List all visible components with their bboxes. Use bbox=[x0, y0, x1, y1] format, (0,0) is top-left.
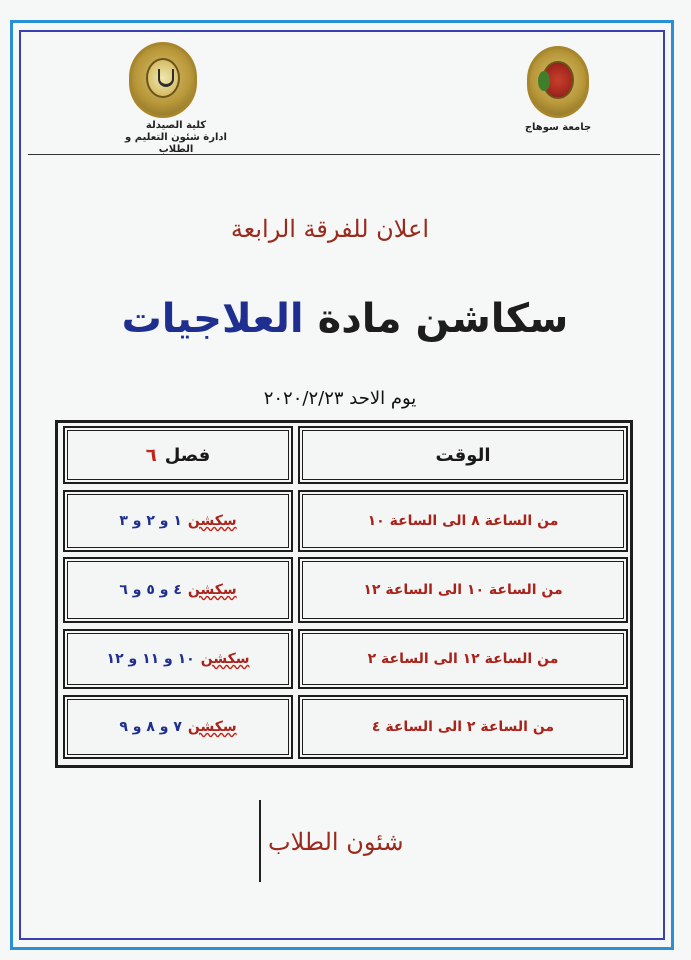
schedule-table bbox=[55, 420, 633, 768]
section-word: سكشن bbox=[187, 513, 237, 529]
table-row-3-sections bbox=[63, 629, 293, 689]
signature: شئون الطلاب bbox=[268, 828, 404, 856]
header-divider bbox=[28, 154, 660, 155]
table-row-1-sections bbox=[63, 490, 293, 552]
sohag-university-logo bbox=[527, 46, 589, 118]
section-word: سكشن bbox=[187, 582, 237, 598]
section-numbers: ١ و ٢ و ٣ bbox=[119, 513, 182, 529]
announcement-date: يوم الاحد ٢٠٢٠/٢/٢٣ bbox=[263, 388, 417, 409]
faculty-name bbox=[120, 120, 232, 156]
section-numbers: ٤ و ٥ و ٦ bbox=[119, 582, 182, 598]
announcement-subtitle: اعلان للفرقة الرابعة bbox=[230, 215, 430, 243]
table-row-2-time: من الساعة ١٠ الى الساعة ١٢ bbox=[298, 557, 628, 623]
section-word: سكشن bbox=[187, 719, 237, 735]
faculty-of-pharmacy-logo bbox=[129, 42, 197, 118]
header-time bbox=[298, 426, 628, 484]
table-row-1-time: من الساعة ٨ الى الساعة ١٠ bbox=[298, 490, 628, 552]
announcement-title bbox=[100, 296, 590, 342]
faculty-line-2: ادارة شئون التعليم و الطلاب bbox=[125, 132, 227, 155]
header-class-number: ٦ bbox=[145, 444, 157, 466]
header-class-label: فصل bbox=[164, 444, 211, 466]
table-row-3-time: من الساعة ١٢ الى الساعة ٢ bbox=[298, 629, 628, 689]
faculty-line-1: كلية الصيدلة bbox=[145, 120, 207, 131]
signature-bar bbox=[259, 800, 261, 882]
table-row-4-sections bbox=[63, 695, 293, 759]
section-numbers: ١٠ و ١١ و ١٢ bbox=[106, 651, 195, 667]
table-row-2-sections bbox=[63, 557, 293, 623]
title-part-2: العلاجيات bbox=[121, 296, 304, 342]
title-part-1: سكاشن مادة bbox=[317, 296, 569, 342]
university-name: جامعة سوهاج bbox=[524, 122, 592, 133]
section-numbers: ٧ و ٨ و ٩ bbox=[119, 719, 182, 735]
table-row-4-time: من الساعة ٢ الى الساعة ٤ bbox=[298, 695, 628, 759]
section-word: سكشن bbox=[200, 651, 250, 667]
header-class bbox=[63, 426, 293, 484]
header-time-label: الوقت bbox=[435, 444, 491, 466]
